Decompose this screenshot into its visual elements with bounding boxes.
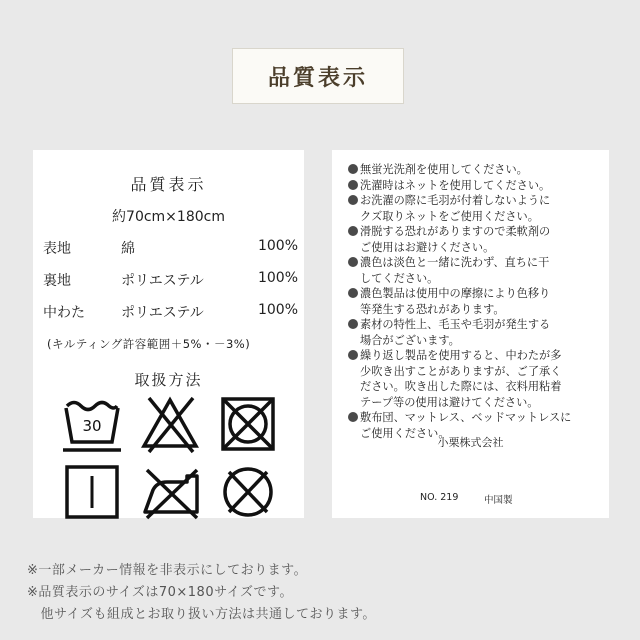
no-iron-icon [139,462,201,522]
header-title: 品質表示 [232,48,404,104]
part-name: 表地 [43,241,71,257]
bullet-icon [348,226,358,236]
material-percent: 100% [257,270,298,286]
bullet-icon [348,195,358,205]
care-note: 濃色製品は使用中の摩擦により色移り 等発生する恐れがあります。 [348,286,603,317]
bullet-icon [348,180,358,190]
bullet-icon [348,288,358,298]
no-dry-clean-icon [217,462,279,522]
no-tumble-dry-icon [217,394,279,454]
part-name: 中わた [43,305,85,321]
bullet-icon [348,164,358,174]
care-notes-list [348,162,603,441]
label-title: 品質表示 [130,175,207,194]
composition-row [43,238,298,262]
bullet-icon [348,257,358,267]
care-title: 取扱方法 [134,371,203,389]
material-percent: 100% [257,238,298,254]
product-number: NO. 219 [420,492,459,503]
material-name: ポリエステル [121,273,204,289]
material-percent: 100% [257,302,298,318]
composition-row [43,302,298,326]
material-name: 綿 [121,241,135,257]
care-symbols [61,394,281,514]
care-note: 濃色は淡色と一緒に洗わず、直ちに干 してください。 [348,255,603,286]
country-of-origin: 中国製 [484,495,513,506]
care-note: 滑脱する恐れがありますので柔軟剤の ご使用はお避けください。 [348,224,603,255]
footnotes [27,560,376,626]
bullet-icon [348,412,358,422]
care-note: 敷布団、マットレス、ベッドマットレスに ご使用ください。 [348,410,603,441]
wash-temperature: 30 [82,417,102,435]
quality-label-left [33,150,304,518]
size-text: 約70cm×180cm [112,209,225,225]
quilting-tolerance-note: (キルティング許容範囲＋5%・－3%) [47,337,251,351]
footnote: 他サイズも組成とお取り扱い方法は共通しております。 [27,607,376,622]
care-note: 繰り返し製品を使用すると、中わたが多 少吹き出すことがありますが、ご了承く ださい。吹き出した際には、衣料用粘着 テープ等の使用は避けてください。 [348,348,603,410]
care-note: 素材の特性上、毛玉や毛羽が発生する 場合がございます。 [348,317,603,348]
care-note: お洗濯の際に毛羽が付着しないように クズ取りネットをご使用ください。 [348,193,603,224]
care-notes-label-right [332,150,609,518]
no-bleach-icon [139,394,201,454]
material-name: ポリエステル [121,305,204,321]
composition-row [43,270,298,294]
care-note: 洗濯時はネットを使用してください。 [348,178,603,194]
footnote: ※一部メーカー情報を非表示にしております。 [27,563,308,578]
footnote: ※品質表示のサイズは70×180サイズです。 [27,585,294,600]
care-note: 無蛍光洗剤を使用してください。 [348,162,603,178]
maker-name: 小栗株式会社 [437,436,504,449]
part-name: 裏地 [43,273,71,289]
wash-tub-30-icon [61,394,123,454]
line-dry-icon [61,462,123,522]
bullet-icon [348,319,358,329]
bullet-icon [348,350,358,360]
